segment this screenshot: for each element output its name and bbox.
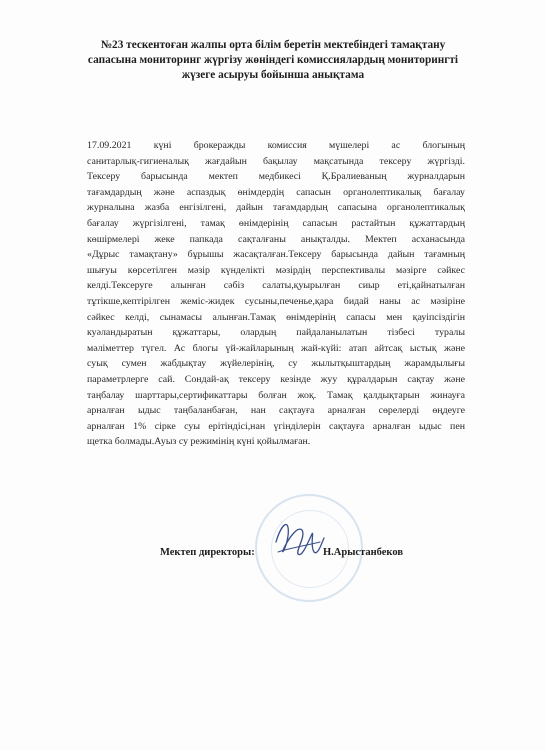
body-line: щетка болмады.Ауыз су режимінің күні қойылмаған.: [87, 436, 311, 448]
body-line: көшірмелері жеке папкада сақталғаны анықталды. Мектеп асханасында: [87, 233, 465, 245]
body-line: шығуы көрсетілген мәзір күнделікті мәзірдің перспективалы мәзірге сәйкес: [87, 264, 465, 276]
body-line: сәйкес келді, сынамасы алынған.Тамақ өнімдерінің сапасы мен қауіпсіздігін: [87, 311, 465, 323]
document-body: [87, 138, 465, 450]
body-line: санитарлық-гигиеналық жағдайын бақылау мақсатында тексеру жүргізді.: [87, 155, 465, 167]
body-line: «Дұрыс тамақтану» бұрышы жасақталған.Тексеру барысында дайын тағамның: [87, 249, 465, 261]
body-line: таңбалау шарттары,сертификаттары болған жоқ. Тамақ қалдықтарын жинауға: [87, 389, 465, 401]
body-line: тағамдардың және аспаздық өнімдердің сапасын органолептикалық бағалау: [87, 186, 465, 198]
signature-name: Н.Арыстанбеков: [323, 547, 404, 558]
handwritten-signature: [268, 512, 328, 564]
body-line: арналған ыдыс таңбаланбаған, нан сақтауға арналған сөрелерді өңдеуге: [87, 405, 465, 417]
body-line: куәландыратын құжаттары, олардың пайдаланылатын тізбесі туралы: [87, 327, 465, 339]
signature-role: Мектеп директоры:: [160, 547, 255, 558]
document-title: [60, 38, 486, 83]
title-line-1: №23 тескентоған жалпы орта білім беретін мектебіндегі тамақтану: [100, 39, 446, 51]
title-line-2: сапасына мониторинг жүргізу жөніндегі комиссиялардың мониторингті: [87, 54, 459, 66]
body-line: бағалау жүргізілгені, тамақ өнімдерінің сапасын растайтын құжаттардың: [87, 217, 465, 229]
body-line: арналған 1% сірке суы ерітіндісі,нан үгінділерін сақтауға арналған ыдыс пен: [87, 420, 465, 432]
title-line-3: жүзеге асыруы бойынша анықтама: [181, 69, 365, 81]
body-line: мәліметтер түгел. Ас блогы үй-жайларының жай-күйі: атап айтсақ ыстық және: [87, 342, 465, 354]
body-line: 17.09.2021 күні брокеражды комиссия мүшелері ас блогының: [87, 140, 465, 151]
body-line: суық сумен жабдықтау жүйелерінің, су жылытқыштардың жарамдылығы: [87, 358, 465, 370]
body-line: журналына жазба енгізілгені, дайын тағамдардың сапасына органолептикалық: [87, 202, 465, 214]
body-line: тұтікше,кептірілген жеміс-жидек сусыны,печенье,қара бидай наны ас мәзіріне: [87, 295, 465, 307]
body-line: Тексеру барысында мектеп медбикесі Қ.Бралиеваның журналдарын: [87, 171, 465, 183]
body-line: келді.Тексеруге алынған сәбіз салаты,қуырылған сиыр еті,қайнатылған: [87, 280, 465, 292]
body-line: параметрлерге сай. Сондай-ақ тексеру кезінде жуу құралдарын сақтау және: [87, 373, 465, 385]
